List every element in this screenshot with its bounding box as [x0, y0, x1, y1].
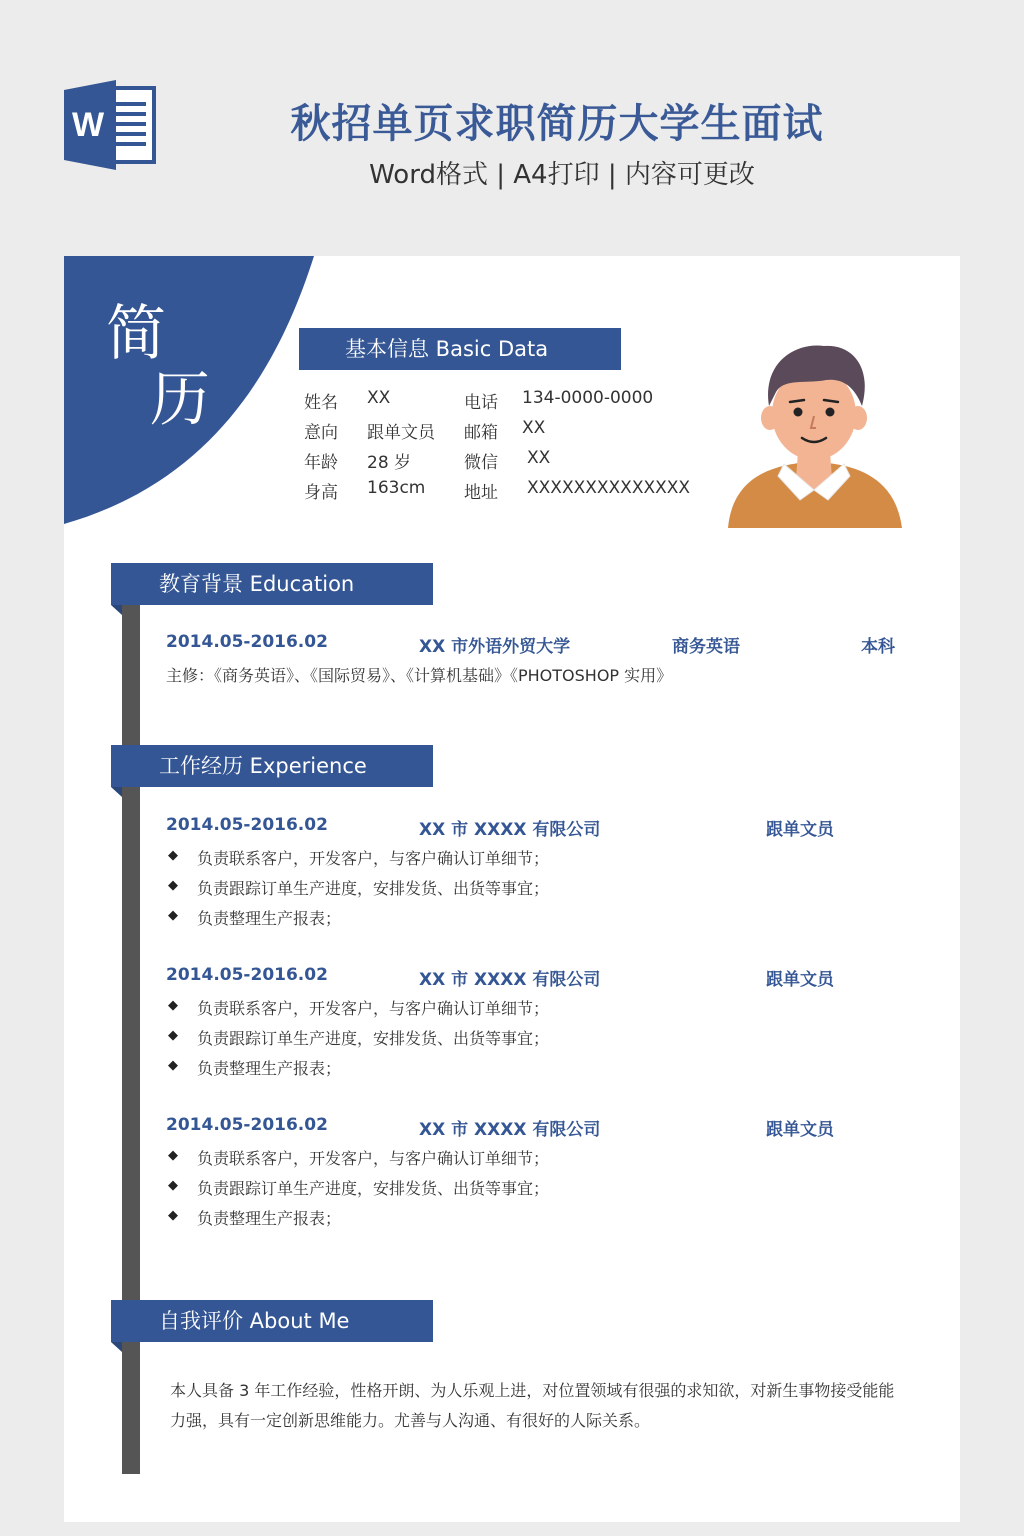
- heading-tab: [111, 1342, 122, 1352]
- info-value-phone: 134-0000-0000: [522, 388, 654, 408]
- diamond-bullet-icon: ◆: [168, 908, 178, 923]
- info-value-address: XXXXXXXXXXXXXX: [527, 478, 691, 498]
- diamond-bullet-icon: ◆: [168, 848, 178, 863]
- page-title: 秋招单页求职简历大学生面试: [290, 101, 824, 147]
- page-subtitle: Word格式 | A4打印 | 内容可更改: [369, 160, 755, 190]
- job-duty: 负责整理生产报表；: [197, 1059, 342, 1078]
- education-degree: 本科: [861, 637, 895, 657]
- info-value-name: XX: [367, 388, 391, 408]
- resume-sheet: [64, 256, 960, 1522]
- job-duty: 负责联系客户，开发客户，与客户确认订单细节；: [197, 999, 550, 1018]
- section-heading-education: 教育背景 Education: [111, 563, 433, 605]
- about-text: 本人具备 3 年工作经验，性格开朗、为人乐观上进，对位置领域有很强的求知欲，对新生事物接受能能力强，具有一定创新思维能力。尤善与人沟通、有很好的人际关系。: [170, 1381, 895, 1430]
- job-company: XX 市 XXXX 有限公司: [419, 820, 601, 840]
- job-duty: 负责跟踪订单生产进度，安排发货、出货等事宜；: [197, 879, 550, 898]
- info-label-address: 地址: [464, 483, 498, 503]
- timeline-bar: [122, 596, 140, 1474]
- section-heading-basic: 基本信息 Basic Data: [299, 328, 621, 370]
- info-label-age: 年龄: [304, 453, 338, 473]
- info-value-email: XX: [522, 418, 546, 438]
- info-value-height: 163cm: [367, 478, 426, 498]
- job-duty: 负责跟踪订单生产进度，安排发货、出货等事宜；: [197, 1179, 550, 1198]
- job-position: 跟单文员: [766, 970, 834, 990]
- education-major: 商务英语: [672, 637, 740, 657]
- male-student-avatar-icon: [714, 334, 914, 534]
- job-duty: 负责联系客户，开发客户，与客户确认订单细节；: [197, 849, 550, 868]
- info-value-intent: 跟单文员: [367, 423, 435, 443]
- job-duty: 负责整理生产报表；: [197, 909, 342, 928]
- education-period: 2014.05-2016.02: [166, 632, 328, 652]
- job-period: 2014.05-2016.02: [166, 815, 328, 835]
- heading-tab: [111, 787, 122, 797]
- heading-tab: [111, 605, 122, 615]
- job-company: XX 市 XXXX 有限公司: [419, 970, 601, 990]
- info-value-age: 28 岁: [367, 453, 412, 473]
- diamond-bullet-icon: ◆: [168, 998, 178, 1013]
- diamond-bullet-icon: ◆: [168, 1208, 178, 1223]
- job-company: XX 市 XXXX 有限公司: [419, 1120, 601, 1140]
- job-period: 2014.05-2016.02: [166, 965, 328, 985]
- section-heading-experience: 工作经历 Experience: [111, 745, 433, 787]
- job-duty: 负责联系客户，开发客户，与客户确认订单细节；: [197, 1149, 550, 1168]
- info-label-email: 邮箱: [464, 423, 498, 443]
- diamond-bullet-icon: ◆: [168, 878, 178, 893]
- job-position: 跟单文员: [766, 1120, 834, 1140]
- section-heading-about: 自我评价 About Me: [111, 1300, 433, 1342]
- education-school: XX 市外语外贸大学: [419, 637, 571, 657]
- info-label-name: 姓名: [304, 393, 338, 413]
- corner-char-li: 历: [150, 365, 210, 435]
- job-position: 跟单文员: [766, 820, 834, 840]
- info-label-intent: 意向: [304, 423, 338, 443]
- diamond-bullet-icon: ◆: [168, 1028, 178, 1043]
- diamond-bullet-icon: ◆: [168, 1058, 178, 1073]
- logo-letter: W: [71, 106, 105, 144]
- info-label-wechat: 微信: [464, 453, 498, 473]
- job-period: 2014.05-2016.02: [166, 1115, 328, 1135]
- info-value-wechat: XX: [527, 448, 551, 468]
- job-duty: 负责整理生产报表；: [197, 1209, 342, 1228]
- info-label-height: 身高: [304, 483, 338, 503]
- diamond-bullet-icon: ◆: [168, 1178, 178, 1193]
- diamond-bullet-icon: ◆: [168, 1148, 178, 1163]
- job-duty: 负责跟踪订单生产进度，安排发货、出货等事宜；: [197, 1029, 550, 1048]
- info-label-phone: 电话: [464, 393, 498, 413]
- corner-char-jian: 简: [106, 299, 166, 369]
- education-courses: 主修：《商务英语》、《国际贸易》、《计算机基础》《PHOTOSHOP 实用》: [166, 666, 673, 685]
